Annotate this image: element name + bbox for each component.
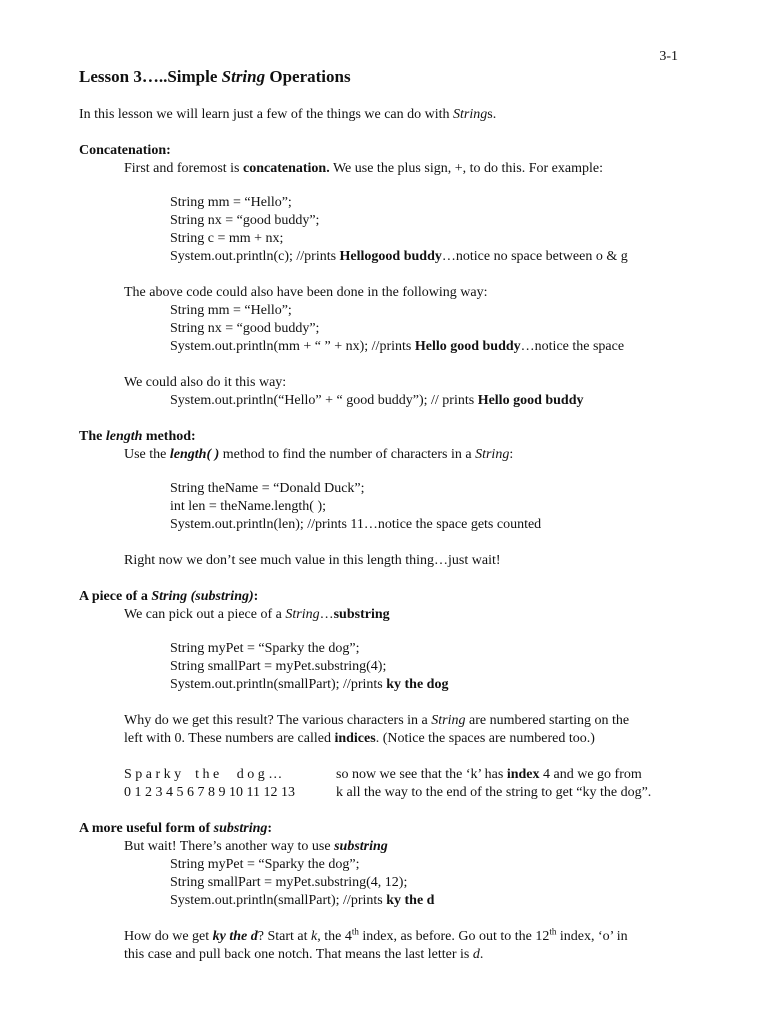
bold-run: index: [506, 767, 540, 782]
page-number: 3-1: [659, 49, 678, 64]
code-line: [170, 392, 584, 410]
concatenation-intro: [124, 160, 603, 178]
text-run: .: [479, 947, 484, 962]
text-run: left with 0. These numbers are called: [124, 731, 335, 746]
concatenation-alt-intro: The above code could also have been done in the following way:: [124, 285, 488, 300]
text-run: …notice the space: [520, 339, 625, 354]
useful-substring-heading: [79, 820, 272, 838]
bold-run: The: [79, 429, 106, 444]
text-run: so now we see that the ‘k’ has: [336, 767, 507, 782]
bold-run: ky the dog: [386, 677, 449, 692]
text-run: . (Notice the spaces are numbered too.): [375, 731, 595, 746]
bold-run: :: [253, 589, 259, 604]
substring-why-line2: [124, 730, 595, 748]
text-run: index, ‘o’ in: [556, 929, 628, 944]
italic-run: k: [311, 929, 318, 944]
text-run: System.out.println(mm + “ ” + nx); //prints: [170, 339, 415, 354]
text-run: First and foremost is: [124, 161, 243, 176]
code-line: System.out.println(len); //prints 11…notice the space gets counted: [170, 517, 542, 532]
bold-run: substring: [333, 607, 390, 622]
text-run: System.out.println(“Hello” + “ good buddy”); // prints: [170, 393, 478, 408]
useful-intro: [124, 838, 388, 856]
text-run: Use the: [124, 447, 170, 462]
code-line: String c = mm + nx;: [170, 231, 284, 246]
bold-run: concatenation.: [243, 161, 330, 176]
text-run: 4 and we go from: [539, 767, 642, 782]
bold-italic-run: length: [105, 429, 143, 444]
concatenation-alt2-intro: We could also do it this way:: [124, 375, 287, 390]
code-line: [170, 248, 628, 266]
text-run: System.out.println(smallPart); //prints: [170, 677, 387, 692]
useful-question-line2: [124, 946, 483, 964]
letters-row: S p a r k y t h e d o g …: [124, 767, 283, 782]
title-suffix: Operations: [265, 67, 351, 86]
text-run: …: [319, 607, 334, 622]
substring-why-line1: [124, 712, 629, 730]
code-line: String myPet = “Sparky the dog”;: [170, 857, 360, 872]
italic-run: String: [285, 607, 320, 622]
bold-italic-run: substring: [213, 821, 268, 836]
italic-run: String: [431, 713, 466, 728]
superscript: th: [549, 926, 557, 937]
code-line: String theName = “Donald Duck”;: [170, 481, 365, 496]
text-run: …notice no space between o & g: [441, 249, 628, 264]
code-line: String smallPart = myPet.substring(4, 12);: [170, 875, 408, 890]
title-prefix: Lesson 3…..Simple: [79, 67, 222, 86]
bold-run: method:: [142, 429, 196, 444]
useful-question-line1: [124, 928, 628, 946]
code-line: String myPet = “Sparky the dog”;: [170, 641, 360, 656]
bold-italic-run: substring: [334, 839, 388, 854]
length-heading: [79, 428, 196, 446]
code-line: [170, 338, 624, 356]
text-run: We can pick out a piece of a: [124, 607, 286, 622]
code-line: String nx = “good buddy”;: [170, 321, 320, 336]
intro-paragraph: [79, 106, 496, 124]
title-italic: String: [221, 67, 266, 86]
lesson-title: [79, 66, 351, 88]
code-line: [170, 892, 434, 910]
text-run: How do we get: [124, 929, 213, 944]
bold-run: ky the d: [386, 893, 435, 908]
bold-italic-run: ky the d: [212, 929, 258, 944]
text-run: System.out.println(smallPart); //prints: [170, 893, 387, 908]
superscript: th: [351, 926, 359, 937]
code-line: String mm = “Hello”;: [170, 303, 292, 318]
intro-text: In this lesson we will learn just a few of the things we can do with: [79, 107, 454, 122]
indices-row: 0 1 2 3 4 5 6 7 8 9 10 11 12 13: [124, 785, 295, 800]
bold-italic-run: length( ): [169, 447, 220, 462]
bold-run: indices: [334, 731, 376, 746]
substring-intro: [124, 606, 390, 624]
text-run: System.out.println(c); //prints: [170, 249, 340, 264]
italic-run: d: [472, 947, 480, 962]
bold-italic-run: String (substring): [151, 589, 254, 604]
text-run: index, as before. Go out to the 12: [358, 929, 550, 944]
text-run: method to find the number of characters in a: [219, 447, 476, 462]
length-intro: [124, 446, 513, 464]
code-line: int len = theName.length( );: [170, 499, 327, 514]
length-note: Right now we don’t see much value in this length thing…just wait!: [124, 553, 501, 568]
text-run: ? Start at: [257, 929, 312, 944]
substring-heading: [79, 588, 258, 606]
letters-note: [336, 766, 642, 784]
text-run: Why do we get this result? The various characters in a: [124, 713, 432, 728]
bold-run: A more useful form of: [79, 821, 214, 836]
intro-italic: String: [453, 107, 488, 122]
text-run: But wait! There’s another way to use: [124, 839, 335, 854]
bold-run: A piece of a: [79, 589, 152, 604]
indices-note: k all the way to the end of the string to get “ky the dog”.: [336, 785, 652, 800]
text-run: We use the plus sign, +, to do this. For example:: [329, 161, 603, 176]
text-run: , the 4: [317, 929, 352, 944]
bold-run: Hellogood buddy: [339, 249, 442, 264]
intro-tail: s.: [487, 107, 497, 122]
bold-run: Hello good buddy: [414, 339, 521, 354]
code-line: [170, 676, 448, 694]
text-run: this case and pull back one notch. That means the last letter is: [124, 947, 473, 962]
code-line: String smallPart = myPet.substring(4);: [170, 659, 387, 674]
bold-run: :: [267, 821, 273, 836]
code-line: String nx = “good buddy”;: [170, 213, 320, 228]
text-run: :: [509, 447, 514, 462]
concatenation-heading: [79, 142, 171, 160]
concatenation-heading-text: Concatenation:: [79, 143, 171, 158]
code-line: String mm = “Hello”;: [170, 195, 292, 210]
italic-run: String: [475, 447, 510, 462]
bold-run: Hello good buddy: [477, 393, 584, 408]
text-run: are numbered starting on the: [465, 713, 630, 728]
